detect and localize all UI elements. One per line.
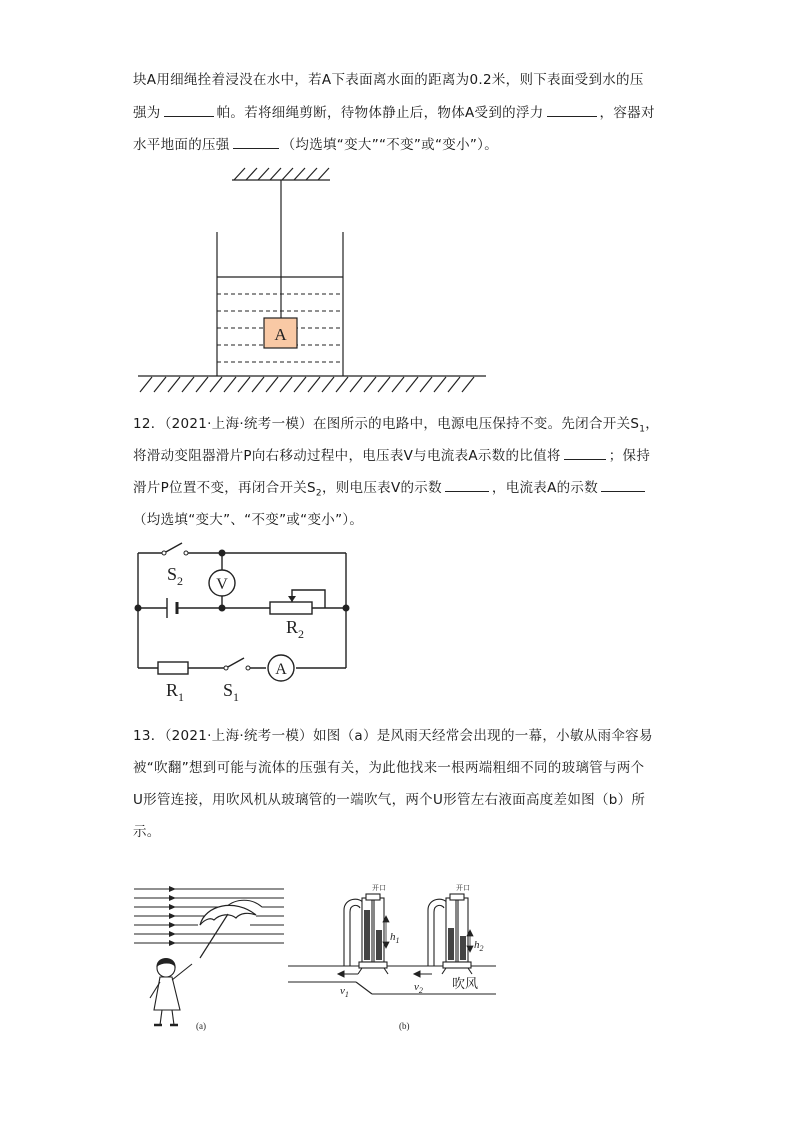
p11-line-2: 强为 帕。若将细绳剪断，待物体静止后，物体A受到的浮力 ，容器对 xyxy=(133,105,655,121)
answer-blank[interactable] xyxy=(601,479,645,492)
svg-text:(b): (b) xyxy=(399,1021,410,1031)
svg-text:吹风: 吹风 xyxy=(452,977,479,992)
svg-text:V: V xyxy=(216,576,228,593)
q12-line-1: 12．（2021·上海·统考一模）在图所示的电路中，电源电压保持不变。先闭合开关$S_1$， xyxy=(133,416,660,435)
svg-text:v1: $v_1$ xyxy=(340,985,349,999)
svg-text:S1: $S_1$ xyxy=(223,680,240,704)
p11-line-3: 水平地面的压强 （均选填“变大”“不变”或“变小”）。 xyxy=(133,137,499,153)
svg-text:h2: $h_2$ xyxy=(474,939,484,953)
answer-blank[interactable] xyxy=(564,447,606,460)
circuit-diagram xyxy=(0,530,400,715)
svg-text:R2: $R_2$ xyxy=(286,617,305,641)
resistor-r2 xyxy=(270,602,312,614)
svg-text:开口: 开口 xyxy=(456,884,470,892)
q12-line-3: 滑片P位置不变，再闭合开关$S_2$，则电压表V的示数 ，电流表A的示数 xyxy=(133,476,648,499)
svg-text:h1: $h_1$ xyxy=(390,931,400,945)
svg-text:A: A xyxy=(275,661,287,678)
svg-text:(a): (a) xyxy=(196,1021,206,1031)
block-a-label: A xyxy=(274,325,287,344)
svg-text:R1: $R_1$ xyxy=(166,680,185,704)
p11-line-1: 块A用细绳拴着浸没在水中，若A下表面离水面的距离为0.2米，则下表面受到水的压 xyxy=(133,72,644,88)
resistor-r1 xyxy=(158,662,188,674)
svg-text:S2: $S_2$ xyxy=(167,564,184,588)
q13-line-3: U形管连接，用吹风机从玻璃管的一端吹气，两个U形管左右液面高度差如图（b）所 xyxy=(133,792,646,808)
q13-line-1: 13．（2021·上海·统考一模）如图（a）是风雨天经常会出现的一幕，小敏从雨伞容易 xyxy=(133,728,653,744)
svg-text:v2: $v_2$ xyxy=(414,981,423,995)
q13-line-4: 示。 xyxy=(133,824,161,840)
figure-a-b xyxy=(0,870,794,1040)
girl-icon xyxy=(150,959,192,1026)
q12-line-4: （均选填“变大”、“不变”或“变小”）。 xyxy=(133,512,364,528)
q12-line-2: 将滑动变阻器滑片P向右移动过程中，电压表V与电流表A示数的比值将 ；保持 xyxy=(133,448,651,464)
q13-line-2: 被“吹翻”想到可能与流体的压强有关，为此他找来一根两端粗细不同的玻璃管与两个 xyxy=(133,760,645,776)
svg-text:开口: 开口 xyxy=(372,884,386,892)
answer-blank[interactable] xyxy=(445,479,489,492)
umbrella-icon xyxy=(200,905,256,925)
container-figure xyxy=(0,0,794,400)
